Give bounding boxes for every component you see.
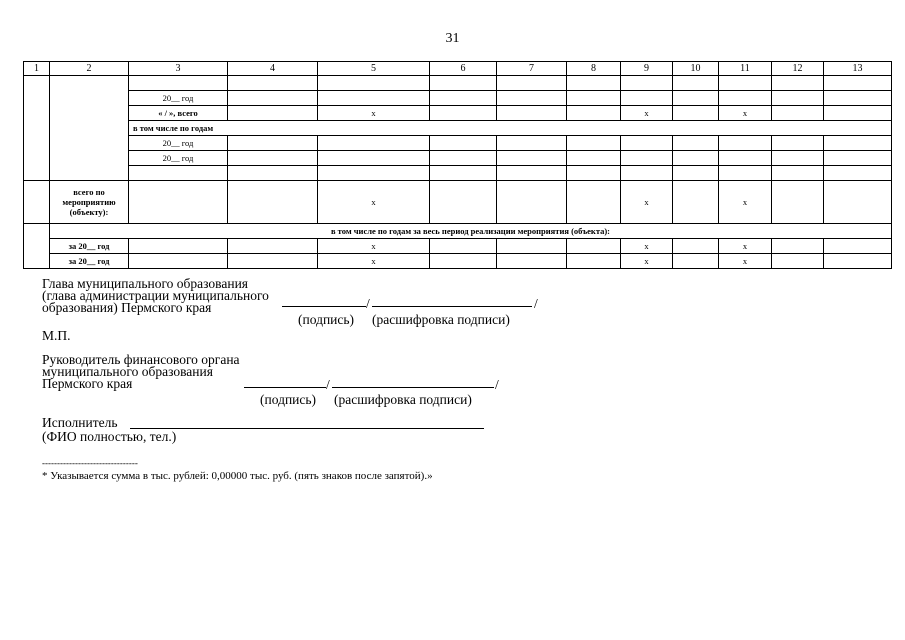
year-cell: 20__ год (129, 91, 228, 106)
col-num: 7 (497, 62, 567, 76)
decode-caption: (расшифровка подписи) (334, 392, 472, 407)
col-num: 12 (772, 62, 824, 76)
by-years-label: в том числе по годам (129, 121, 892, 136)
mark-cell: x (318, 239, 430, 254)
col-num: 6 (430, 62, 497, 76)
for-year-cell: за 20__ год (50, 254, 129, 269)
mark-cell: x (621, 254, 673, 269)
mark-cell: x (621, 181, 673, 224)
table-row (24, 224, 892, 239)
mark-cell: x (318, 106, 430, 121)
col-num: 9 (621, 62, 673, 76)
col-num: 10 (673, 62, 719, 76)
finance-head-title: Руководитель финансового органа муниципального образования Пермского края (42, 352, 240, 391)
slash: / (326, 377, 330, 392)
for-year-cell: за 20__ год (50, 239, 129, 254)
table-row (24, 121, 892, 136)
mark-cell: x (719, 106, 772, 121)
mark-cell: x (621, 239, 673, 254)
mark-cell: x (318, 254, 430, 269)
col-num: 2 (50, 62, 129, 76)
slash: / (495, 377, 499, 392)
table-row (24, 106, 892, 121)
mark-cell: x (719, 181, 772, 224)
signature-line (282, 306, 366, 307)
by-years-full-label: в том числе по годам за весь период реализации мероприятия (объекта): (50, 224, 892, 239)
column-number-row (24, 62, 892, 76)
table-row (24, 181, 892, 224)
table-row (24, 239, 892, 254)
mark-cell: x (318, 181, 430, 224)
signature-caption: (подпись) (298, 312, 355, 327)
signature-caption: (подпись) (260, 392, 317, 407)
total-label: « / », всего (129, 106, 228, 121)
footnote: * Указывается сумма в тыс. рублей: 0,00000 тыс. руб. (пять знаков после запятой).» (42, 470, 433, 482)
col-num: 3 (129, 62, 228, 76)
decode-caption: (расшифровка подписи) (372, 312, 510, 327)
year-cell: 20__ год (129, 151, 228, 166)
signature-line (244, 387, 326, 388)
table-row (24, 76, 892, 91)
col-num: 11 (719, 62, 772, 76)
col-num: 5 (318, 62, 430, 76)
footnote-separator: -------------------------------- (42, 458, 138, 468)
col-num: 13 (824, 62, 892, 76)
col-num: 8 (567, 62, 621, 76)
executor-caption: (ФИО полностью, тел.) (42, 429, 177, 444)
total-event-label: всего по мероприятию (объекту): (50, 181, 129, 224)
col-num: 4 (228, 62, 318, 76)
year-cell: 20__ год (129, 136, 228, 151)
mark-cell: x (621, 106, 673, 121)
slash: / (534, 296, 538, 311)
head-title: Глава муниципального образования (глава администрации муниципального образования) Пермского края (42, 276, 269, 315)
slash: / (366, 296, 370, 311)
table-row (24, 136, 892, 151)
decode-line (372, 306, 532, 307)
budget-table (23, 61, 892, 269)
table-row (24, 151, 892, 166)
mark-cell: x (719, 239, 772, 254)
table-row (24, 91, 892, 106)
page-number: 31 (445, 31, 460, 46)
decode-line (332, 387, 494, 388)
table-row (24, 166, 892, 181)
table-row (24, 254, 892, 269)
stamp-label: М.П. (42, 328, 71, 343)
executor-label: Исполнитель (42, 415, 118, 430)
col-num: 1 (24, 62, 50, 76)
mark-cell: x (719, 254, 772, 269)
executor-line (130, 428, 484, 429)
